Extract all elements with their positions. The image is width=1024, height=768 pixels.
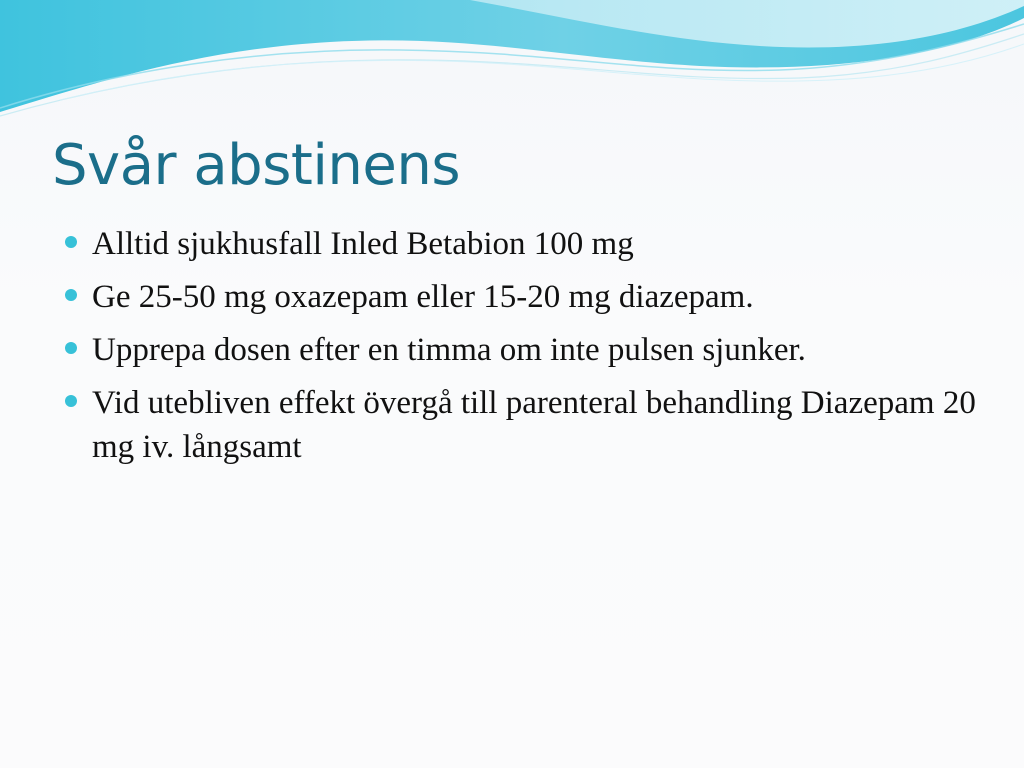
bullet-text: Ge 25-50 mg oxazepam eller 15-20 mg diazepam. [92, 279, 754, 315]
bullet-dot-icon [65, 236, 77, 248]
bullet-dot-icon [65, 289, 77, 301]
bullet-list [64, 222, 1004, 478]
bullet-text: Vid utebliven effekt övergå till parenteral behandling Diazepam 20 mg iv. långsamt [92, 385, 976, 465]
bullet-text: Upprepa dosen efter en timma om inte pulsen sjunker. [92, 332, 806, 368]
bullet-item [64, 328, 1004, 372]
bullet-dot-icon [65, 395, 77, 407]
bullet-dot-icon [65, 342, 77, 354]
slide-title: Svår abstinens [52, 133, 460, 198]
bullet-item [64, 381, 1004, 469]
bullet-text: Alltid sjukhusfall Inled Betabion 100 mg [92, 226, 634, 262]
bullet-item [64, 275, 1004, 319]
wave-header-decoration [0, 0, 1024, 130]
bullet-item [64, 222, 1004, 266]
